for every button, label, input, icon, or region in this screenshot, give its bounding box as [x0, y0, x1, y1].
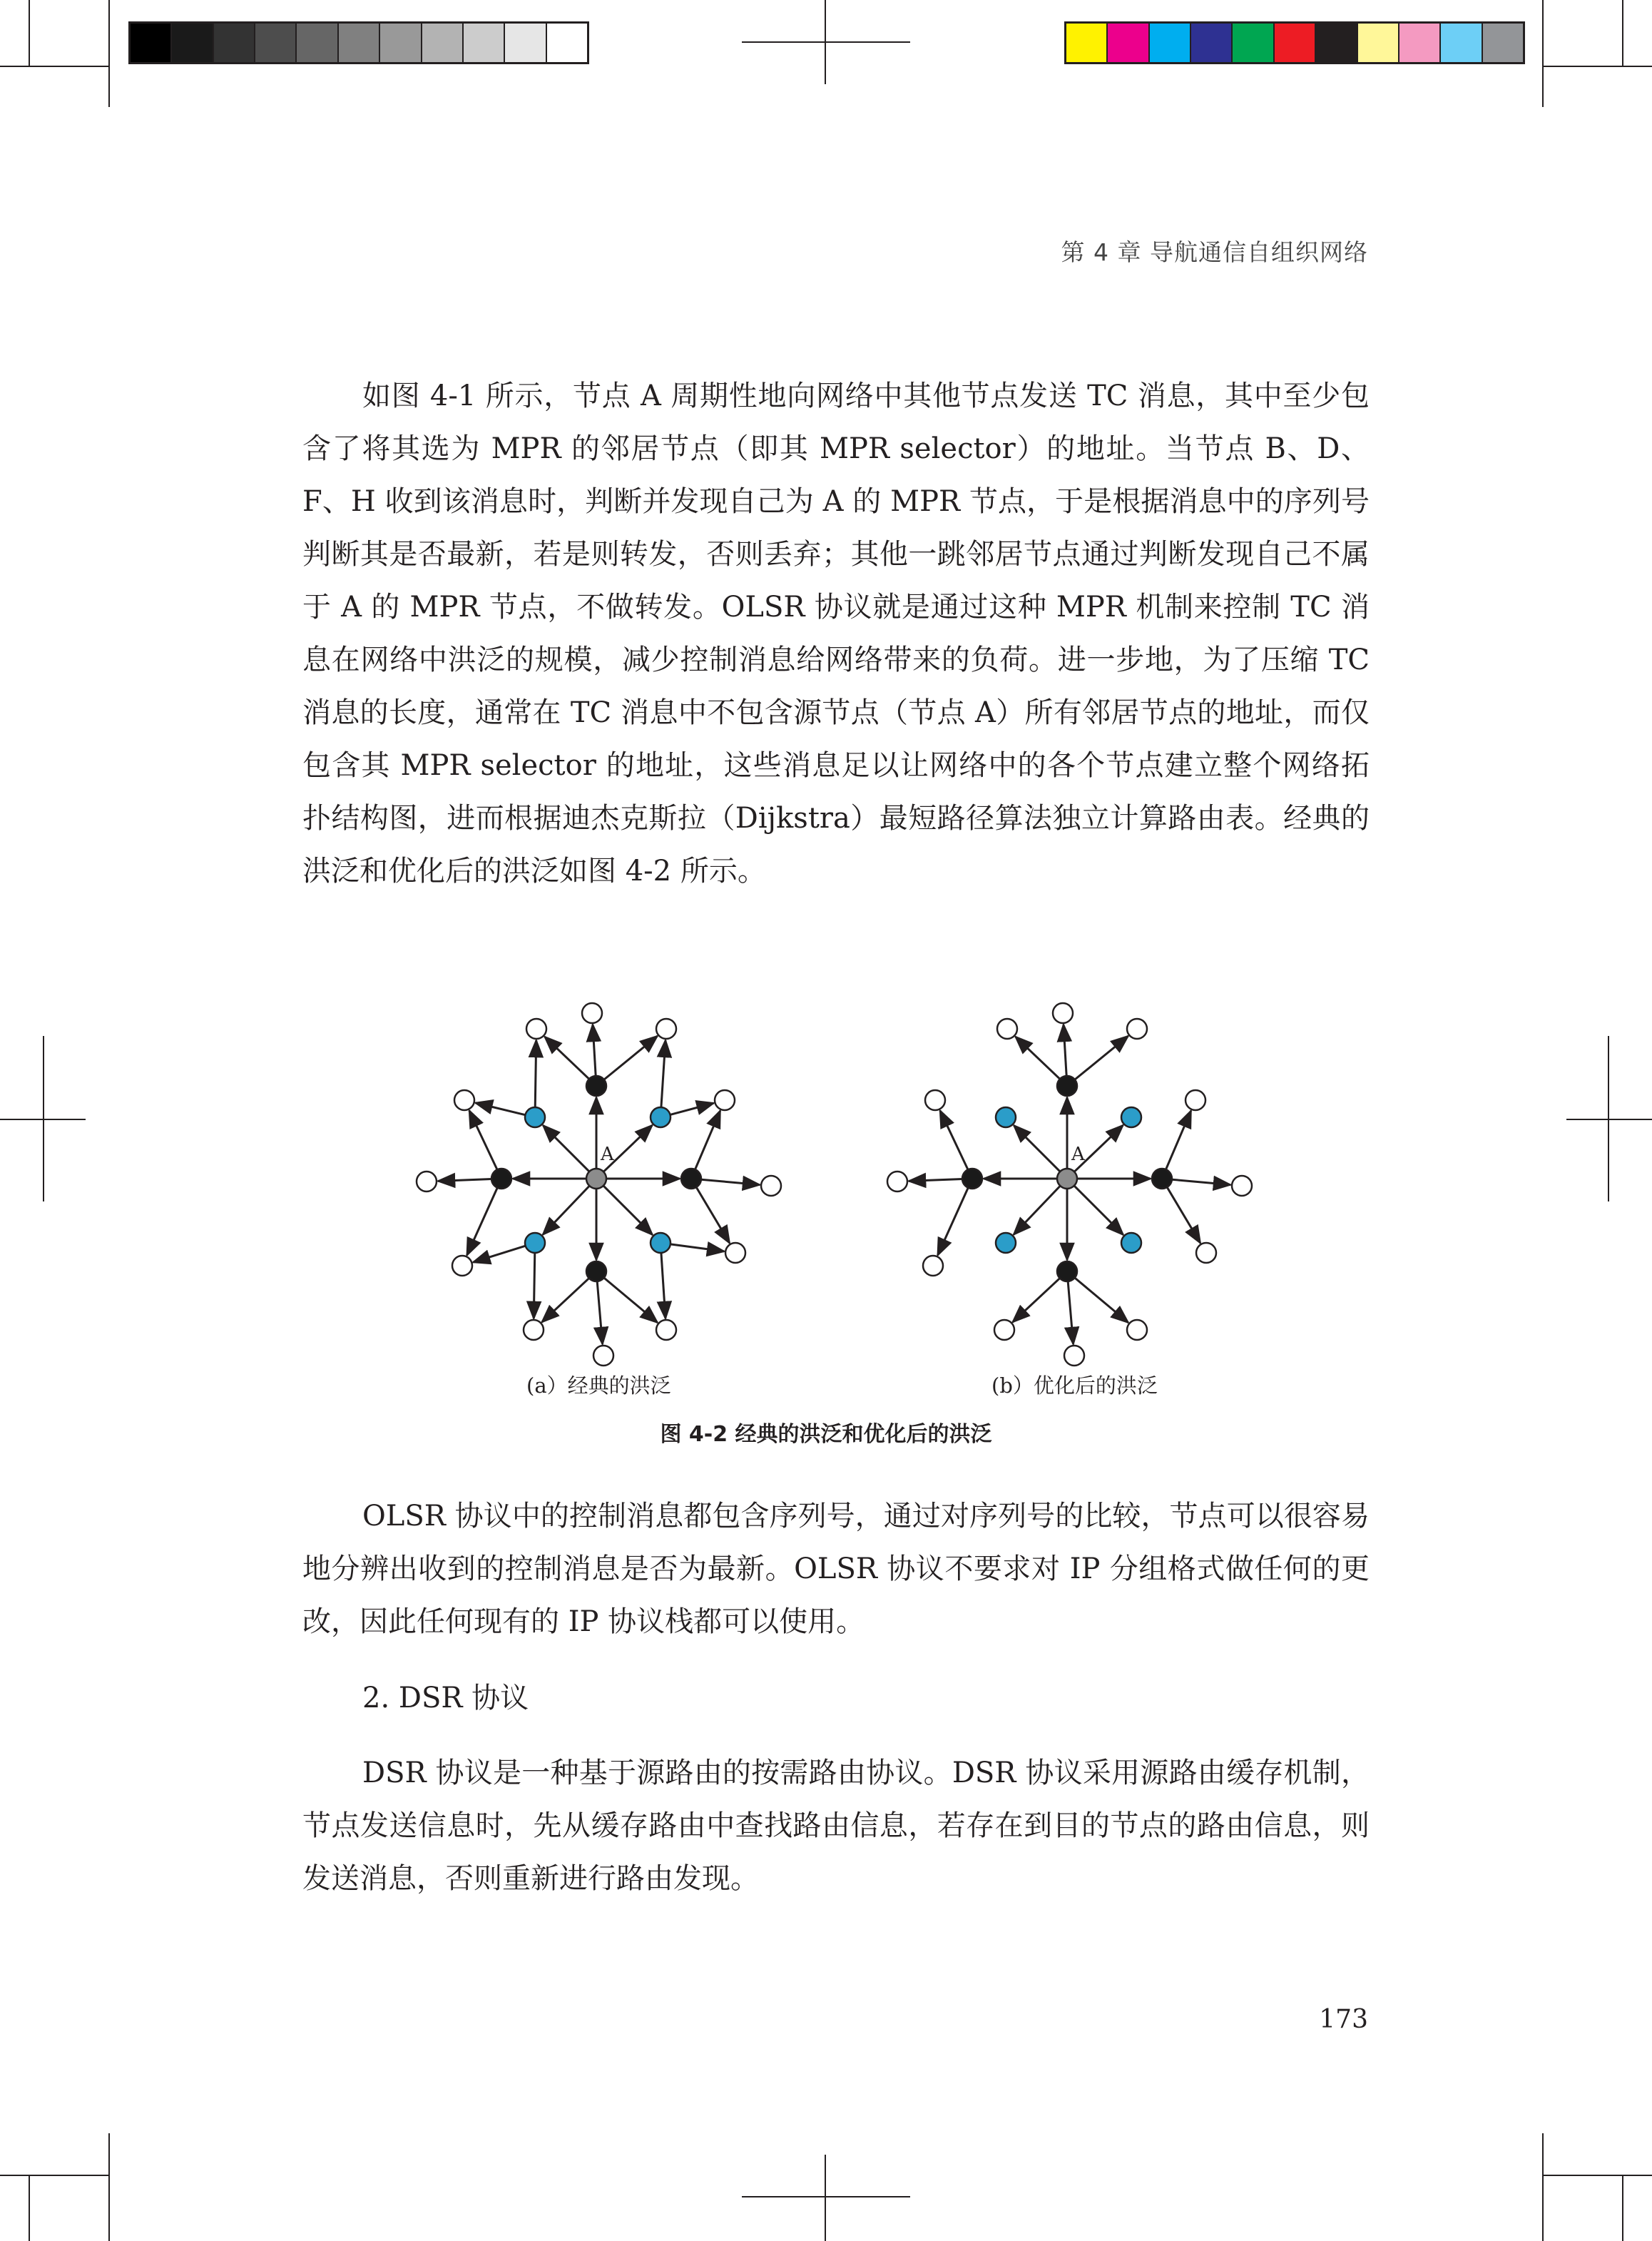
neighbor-node — [525, 1233, 545, 1253]
outer-node — [715, 1090, 735, 1110]
calibration-swatch — [1190, 24, 1231, 62]
outer-node — [417, 1172, 437, 1191]
mpr-node — [1057, 1261, 1077, 1281]
flood-arrow — [1016, 1037, 1060, 1079]
outer-node — [725, 1243, 745, 1263]
neighbor-node — [1121, 1107, 1141, 1127]
neighbor-node — [996, 1107, 1016, 1127]
calibration-swatch — [1482, 24, 1523, 62]
flood-arrow — [543, 1125, 589, 1172]
calibration-swatch — [213, 24, 254, 62]
neighbor-node — [651, 1107, 671, 1127]
flood-arrow — [695, 1111, 720, 1169]
figure-caption: 图 4-2 经典的洪泛和优化后的洪泛 — [660, 1422, 992, 1447]
flood-arrow — [1172, 1179, 1230, 1184]
mpr-node — [586, 1261, 606, 1281]
color-calibration-bar — [1064, 21, 1525, 64]
flood-arrow — [604, 1036, 658, 1079]
outer-node — [994, 1320, 1014, 1340]
source-node-label: A — [601, 1144, 614, 1165]
page-number: 173 — [1319, 2005, 1368, 2034]
outer-node — [656, 1320, 676, 1340]
flood-arrow — [1074, 1186, 1123, 1235]
flood-arrow — [545, 1037, 589, 1079]
flood-arrow — [469, 1110, 497, 1169]
source-node-a — [1057, 1169, 1077, 1189]
outer-node — [454, 1090, 474, 1110]
section-heading-dsr: 2. DSR 协议 — [362, 1682, 529, 1714]
flood-arrow — [1014, 1125, 1060, 1172]
flood-arrow — [1075, 1036, 1128, 1079]
calibration-swatch — [337, 24, 379, 62]
flood-arrow — [438, 1179, 491, 1182]
flood-arrow — [1075, 1278, 1128, 1323]
flood-arrow — [473, 1246, 525, 1262]
neighbor-node — [651, 1233, 671, 1253]
subcaption-classic: (a）经典的洪泛 — [526, 1373, 671, 1398]
outer-node — [593, 1346, 613, 1366]
neighbor-node — [996, 1233, 1016, 1253]
flood-arrow — [542, 1279, 589, 1323]
flood-arrow — [604, 1278, 658, 1323]
flood-arrow — [1166, 1111, 1191, 1169]
outer-node — [452, 1256, 472, 1276]
outer-node — [925, 1090, 945, 1110]
calibration-swatch — [462, 24, 504, 62]
flood-arrow — [603, 1186, 653, 1235]
outer-node — [1232, 1176, 1252, 1196]
calibration-swatch — [504, 24, 545, 62]
calibration-swatch — [379, 24, 420, 62]
neighbor-node — [525, 1107, 545, 1127]
mpr-node — [1152, 1169, 1172, 1189]
outer-node — [582, 1003, 602, 1023]
flood-arrow — [1068, 1281, 1073, 1344]
mpr-node — [681, 1169, 701, 1189]
paragraph-olsr-mpr: 如图 4-1 所示，节点 A 周期性地向网络中其他节点发送 TC 消息，其中至少包含了将其选为 MPR 的邻居节点（即其 MPR selector）的地址。当节点 B、D、F、H 收到该消息时，判断并发现自己为 A 的 MPR 节点，于是根据消息中的序列号判断其是否最新，若是则转发，否则丢弃；其他一跳邻居节点通过判断发现自己不属于 A 的 MPR 节点，不做转发。OLSR 协议就是通过这种 MPR 机制来控制 TC 消息在网络中洪泛的规模，减少控制消息给网络带来的负荷。进一步地，为了压缩 TC 消息的长度，通常在 TC 消息中不包含源节点（节点 A）所有邻居节点的地址，而仅包含其 MPR selector 的地址，这些消息足以让网络中的各个节点建立整个网络拓扑结构图，进而根据迪杰克斯拉（Dijkstra）最短路径算法独立计算路由表。经典的洪泛和优化后的洪泛如图 4-2 所示。 — [302, 380, 1370, 888]
flood-arrow — [696, 1187, 730, 1243]
flood-arrow — [909, 1179, 962, 1182]
outer-node — [887, 1172, 907, 1191]
source-node-label: A — [1071, 1144, 1085, 1165]
flood-arrow — [597, 1281, 602, 1344]
flood-arrow — [1014, 1186, 1060, 1234]
subcaption-optimized: (b）优化后的洪泛 — [991, 1373, 1158, 1398]
neighbor-node — [1121, 1233, 1141, 1253]
calibration-swatch — [421, 24, 462, 62]
calibration-swatch — [1398, 24, 1439, 62]
calibration-swatch — [546, 24, 587, 62]
flood-arrow — [671, 1103, 714, 1114]
calibration-swatch — [1231, 24, 1273, 62]
optimized-flooding-diagram — [887, 1003, 1252, 1366]
calibration-swatch — [1148, 24, 1190, 62]
outer-node — [526, 1019, 546, 1039]
outer-node — [923, 1256, 943, 1276]
running-head: 第 4 章 导航通信自组织网络 — [1061, 238, 1368, 266]
calibration-swatch — [1106, 24, 1148, 62]
paragraph-dsr: DSR 协议是一种基于源路由的按需路由协议。DSR 协议采用源路由缓存机制，节点发送信息时，先从缓存路由中查找路由信息，若存在到目的节点的路由信息，则发送消息，否则重新进行路由发现。 — [302, 1757, 1370, 1895]
mpr-node — [1057, 1076, 1077, 1096]
outer-node — [1196, 1243, 1216, 1263]
outer-node — [524, 1320, 544, 1340]
flood-arrow — [661, 1253, 666, 1318]
outer-node — [1127, 1320, 1147, 1340]
flood-arrow — [671, 1244, 724, 1251]
flood-arrow — [1064, 1025, 1066, 1076]
outer-node — [997, 1019, 1017, 1039]
flood-arrow — [661, 1040, 666, 1107]
flood-arrow — [535, 1040, 536, 1107]
calibration-swatch — [254, 24, 295, 62]
calibration-swatch — [170, 24, 212, 62]
mpr-node — [586, 1076, 606, 1096]
flood-arrow — [476, 1103, 526, 1115]
calibration-swatch — [131, 24, 170, 62]
mpr-node — [962, 1169, 982, 1189]
flood-arrow — [1167, 1187, 1200, 1243]
mpr-node — [491, 1169, 511, 1189]
classic-flooding-diagram — [417, 1003, 781, 1366]
calibration-swatch — [1066, 24, 1106, 62]
flood-arrow — [940, 1110, 968, 1169]
flood-arrow — [467, 1188, 498, 1256]
flood-arrow — [1013, 1279, 1060, 1323]
flood-arrow — [701, 1179, 760, 1184]
outer-node — [1064, 1346, 1084, 1366]
flood-arrow — [543, 1186, 589, 1234]
outer-node — [656, 1019, 676, 1039]
outer-node — [1186, 1090, 1205, 1110]
calibration-swatch — [1439, 24, 1481, 62]
flood-arrow — [534, 1253, 535, 1318]
calibration-swatch — [1273, 24, 1315, 62]
calibration-swatch — [295, 24, 337, 62]
paragraph-olsr-sequence: OLSR 协议中的控制消息都包含序列号，通过对序列号的比较，节点可以很容易地分辨出收到的控制消息是否为最新。OLSR 协议不要求对 IP 分组格式做任何的更改，因此任何现有的 IP 协议栈都可以使用。 — [302, 1500, 1370, 1638]
calibration-swatch — [1357, 24, 1398, 62]
outer-node — [1053, 1003, 1073, 1023]
outer-node — [1127, 1019, 1147, 1039]
calibration-swatch — [1315, 24, 1356, 62]
flood-arrow — [938, 1188, 969, 1256]
outer-node — [761, 1176, 781, 1196]
flood-arrow — [593, 1025, 596, 1076]
grayscale-calibration-bar — [128, 21, 589, 64]
flooding-figure — [0, 992, 1652, 1391]
source-node-a — [586, 1169, 606, 1189]
